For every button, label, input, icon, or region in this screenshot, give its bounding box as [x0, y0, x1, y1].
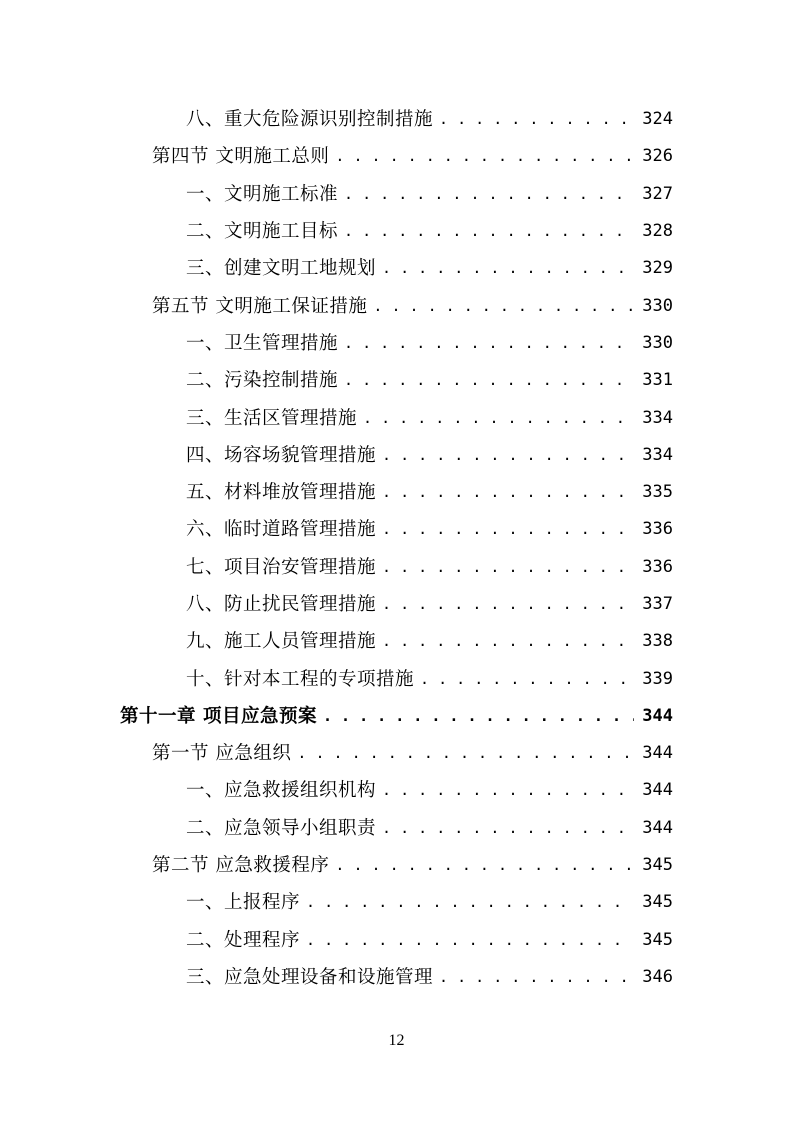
- toc-entry-item[interactable]: [0, 325, 793, 362]
- toc-entry-item[interactable]: [0, 810, 793, 847]
- toc-dot-leader: [382, 810, 634, 847]
- toc-dot-leader: [344, 213, 634, 250]
- toc-entry-item[interactable]: [0, 362, 793, 399]
- toc-dot-leader: [382, 511, 634, 548]
- toc-entry-page: 339: [642, 668, 673, 689]
- toc-dot-leader: [335, 138, 634, 175]
- toc-entry-page: 326: [642, 146, 673, 167]
- toc-entry-title: 五、材料堆放管理措施: [186, 482, 377, 504]
- toc-dot-leader: [382, 623, 634, 660]
- toc-entry-page: 336: [642, 519, 673, 540]
- toc-entry-title: 九、施工人员管理措施: [186, 631, 377, 653]
- toc-dot-leader: [363, 400, 634, 437]
- toc-entry-title: 四、场容场貌管理措施: [186, 444, 377, 466]
- toc-dot-leader: [344, 362, 634, 399]
- toc-dot-leader: [335, 847, 634, 884]
- toc-entry-page: 337: [642, 594, 673, 614]
- toc-entry-title: 一、应急救援组织机构: [186, 780, 377, 802]
- toc-entry-item[interactable]: [0, 474, 793, 511]
- toc-dot-leader: [420, 661, 634, 698]
- toc-entry-page: 345: [642, 892, 673, 913]
- toc-entry-item[interactable]: [0, 586, 793, 623]
- toc-entry-item[interactable]: [0, 176, 793, 213]
- toc-entry-title: 十、针对本工程的专项措施: [186, 668, 415, 690]
- toc-dot-leader: [382, 586, 634, 623]
- toc-entry-title: 七、项目治安管理措施: [186, 556, 377, 578]
- toc-dot-leader: [297, 735, 634, 772]
- toc-dot-leader: [323, 698, 634, 735]
- toc-dot-leader: [306, 884, 634, 921]
- toc-entry-page: 345: [642, 855, 673, 876]
- toc-entry-page: 344: [642, 780, 673, 801]
- toc-dot-leader: [373, 288, 634, 325]
- toc-entry-title: 一、卫生管理措施: [186, 332, 339, 354]
- toc-entry-page: 324: [642, 109, 673, 130]
- toc-dot-leader: [382, 549, 634, 586]
- toc-entry-page: 346: [642, 966, 673, 987]
- toc-dot-leader: [382, 437, 634, 474]
- toc-entry-title: 二、污染控制措施: [186, 370, 339, 392]
- toc-entry-item[interactable]: [0, 772, 793, 809]
- toc-entry-page: 344: [642, 705, 673, 726]
- toc-entry-page: 344: [642, 743, 673, 764]
- toc-entry-title: 三、创建文明工地规划: [186, 258, 377, 280]
- toc-entry-title: 三、应急处理设备和设施管理: [186, 966, 434, 988]
- toc-entry-page: 329: [642, 258, 673, 279]
- toc-dot-leader: [382, 250, 634, 287]
- toc-dot-leader: [439, 959, 634, 996]
- toc-entry-item[interactable]: [0, 623, 793, 660]
- toc-entry-title: 二、文明施工目标: [186, 221, 339, 243]
- toc-entry-section[interactable]: [0, 138, 793, 175]
- toc-dot-leader: [344, 325, 634, 362]
- toc-entry-page: 334: [642, 444, 673, 465]
- toc-entry-item[interactable]: [0, 922, 793, 959]
- toc-entry-title: 第二节 应急救援程序: [152, 855, 330, 877]
- toc-entry-page: 328: [642, 221, 673, 242]
- toc-entry-page: 327: [642, 183, 673, 204]
- toc-entry-title: 第四节 文明施工总则: [152, 146, 330, 168]
- toc-entry-section[interactable]: [0, 735, 793, 772]
- toc-entry-page: 330: [642, 295, 673, 316]
- toc-entry-item[interactable]: [0, 250, 793, 287]
- toc-entry-item[interactable]: [0, 959, 793, 996]
- toc-entry-page: 331: [642, 370, 673, 391]
- toc-entry-chapter[interactable]: [0, 698, 793, 735]
- toc-entry-title: 八、防止扰民管理措施: [186, 594, 377, 615]
- toc-dot-leader: [344, 176, 634, 213]
- toc-entry-title: 一、上报程序: [186, 892, 301, 914]
- toc-entry-title: 三、生活区管理措施: [186, 407, 358, 429]
- toc-entry-item[interactable]: [0, 549, 793, 586]
- table-of-contents: [0, 101, 793, 996]
- toc-entry-page: 336: [642, 556, 673, 577]
- toc-entry-section[interactable]: [0, 287, 793, 324]
- toc-entry-item[interactable]: [0, 660, 793, 697]
- toc-dot-leader: [439, 101, 634, 138]
- toc-entry-page: 344: [642, 817, 673, 838]
- toc-entry-page: 345: [642, 929, 673, 950]
- toc-entry-item[interactable]: [0, 101, 793, 138]
- toc-entry-title: 第十一章 项目应急预案: [120, 705, 317, 727]
- toc-entry-section[interactable]: [0, 847, 793, 884]
- toc-dot-leader: [382, 772, 634, 809]
- toc-entry-page: 335: [642, 482, 673, 503]
- toc-entry-title: 第一节 应急组织: [152, 743, 292, 765]
- toc-entry-title: 第五节 文明施工保证措施: [152, 295, 368, 317]
- toc-entry-title: 一、文明施工标准: [186, 183, 339, 205]
- page-number: 12: [388, 1032, 405, 1049]
- toc-entry-page: 330: [642, 332, 673, 353]
- toc-entry-page: 338: [642, 631, 673, 652]
- toc-entry-title: 六、临时道路管理措施: [186, 519, 377, 541]
- toc-dot-leader: [306, 922, 634, 959]
- toc-entry-item[interactable]: [0, 511, 793, 548]
- toc-dot-leader: [382, 474, 634, 511]
- toc-entry-item[interactable]: [0, 437, 793, 474]
- toc-entry-item[interactable]: [0, 884, 793, 921]
- toc-entry-item[interactable]: [0, 213, 793, 250]
- toc-entry-item[interactable]: [0, 399, 793, 436]
- toc-entry-title: 二、应急领导小组职责: [186, 817, 377, 839]
- toc-entry-page: 334: [642, 407, 673, 428]
- toc-entry-title: 二、处理程序: [186, 929, 301, 951]
- toc-entry-title: 八、重大危险源识别控制措施: [186, 109, 434, 131]
